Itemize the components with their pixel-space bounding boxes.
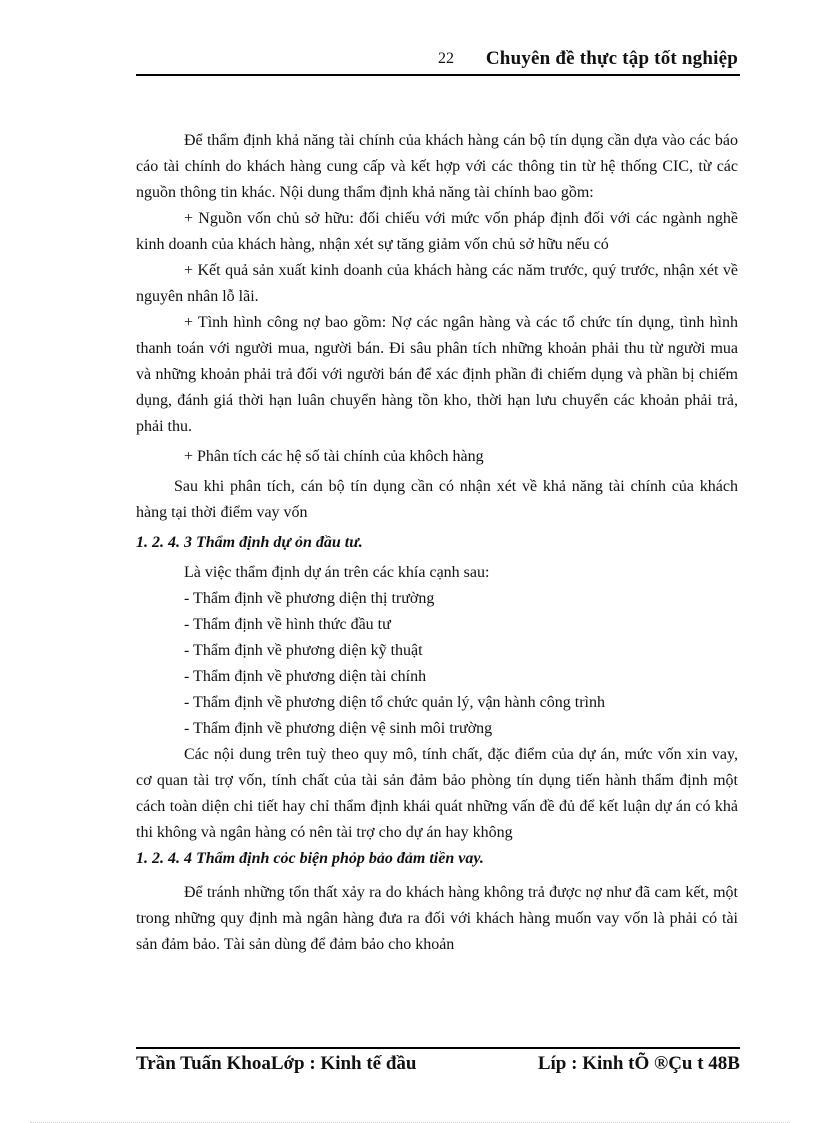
footer-class: Líp : Kinh tÕ ®Çu t 48B bbox=[537, 1053, 740, 1074]
footer-rule bbox=[136, 1047, 740, 1049]
header-title: Chuyên đề thực tập tốt nghiệp bbox=[485, 48, 738, 69]
footer-author: Trần Tuấn KhoaLớp : Kinh tế đầu bbox=[136, 1053, 417, 1074]
paragraph-ratios: + Phân tích các hệ số tài chính của khôch hàng bbox=[184, 448, 484, 465]
paragraph-collateral: Để tránh những tổn thất xảy ra do khách hàng không trả được nợ như đã cam kết, một trong những quy định mà ngân hàng đưa ra đối với khách hàng muốn vay vốn là phải có tài sản đảm bảo. Tài sản dùng để đảm bảo cho khoản bbox=[136, 884, 738, 953]
paragraph-equity: + Nguồn vốn chủ sở hữu: đối chiếu với mức vốn pháp định đối với các ngành nghề kinh doanh của khách hàng, nhận xét sự tăng giảm vốn chủ sở hữu nếu có bbox=[136, 210, 738, 253]
list-item: - Thẩm định về phương diện thị trường bbox=[184, 590, 435, 607]
list-item: - Thẩm định về phương diện tổ chức quản lý, vận hành công trình bbox=[184, 694, 605, 711]
paragraph-content-depends: Các nội dung trên tuỳ theo quy mô, tính chất, đặc điểm của dự án, mức vốn xin vay, cơ quan tài trợ vốn, tính chất của tài sản đảm bảo phòng tín dụng tiến hành thẩm định một cách toàn diện chi tiết hay chỉ thẩm định khái quát những vấn đề đủ để kết luận dự án có khả thi không và ngân hàng có nên tài trợ cho dự án hay không bbox=[136, 746, 738, 841]
paragraph-after-analysis: Sau khi phân tích, cán bộ tín dụng cần có nhận xét về khả năng tài chính của khách hàng tại thời điểm vay vốn bbox=[136, 478, 738, 521]
paragraph-debts: + Tình hình công nợ bao gồm: Nợ các ngân hàng và các tổ chức tín dụng, tình hình thanh toán với người mua, người bán. Đi sâu phân tích những khoản phải thu từ người mua và những khoản phải trả đối với người bán để xác định phần đi chiếm dụng và phần bị chiếm dụng, đánh giá thời hạn luân chuyển hàng tồn kho, thời hạn lưu chuyển các khoản phải trả, phải thu. bbox=[136, 314, 738, 435]
section-heading-1-2-4-4: 1. 2. 4. 4 Thẩm định cỏc biện phỏp bảo đảm tiền vay. bbox=[136, 850, 484, 867]
list-item: - Thẩm định về hình thức đầu tư bbox=[184, 616, 391, 633]
list-item: - Thẩm định về phương diện kỹ thuật bbox=[184, 642, 423, 659]
paragraph-intro: Để thẩm định khả năng tài chính của khách hàng cán bộ tín dụng cần dựa vào các báo cáo tài chính do khách hàng cung cấp và kết hợp với các thông tin từ hệ thống CIC, từ các nguồn thông tin khác. Nội dung thẩm định khả năng tài chính bao gồm: bbox=[136, 132, 738, 201]
document-body bbox=[136, 128, 738, 958]
page-number: 22 bbox=[438, 50, 454, 67]
page-header bbox=[136, 48, 740, 74]
section-heading-1-2-4-3: 1. 2. 4. 3 Thẩm định dự ỏn đầu tư. bbox=[136, 534, 363, 551]
list-item: - Thẩm định về phương diện vệ sinh môi trường bbox=[184, 720, 493, 737]
paragraph-aspects: Là việc thẩm định dự án trên các khía cạnh sau: bbox=[184, 564, 490, 581]
header-rule bbox=[136, 74, 740, 76]
list-item: - Thẩm định về phương diện tài chính bbox=[184, 668, 427, 685]
paragraph-results: + Kết quả sản xuất kinh doanh của khách hàng các năm trước, quý trước, nhận xét về nguyên nhân lỗ lãi. bbox=[136, 262, 738, 305]
